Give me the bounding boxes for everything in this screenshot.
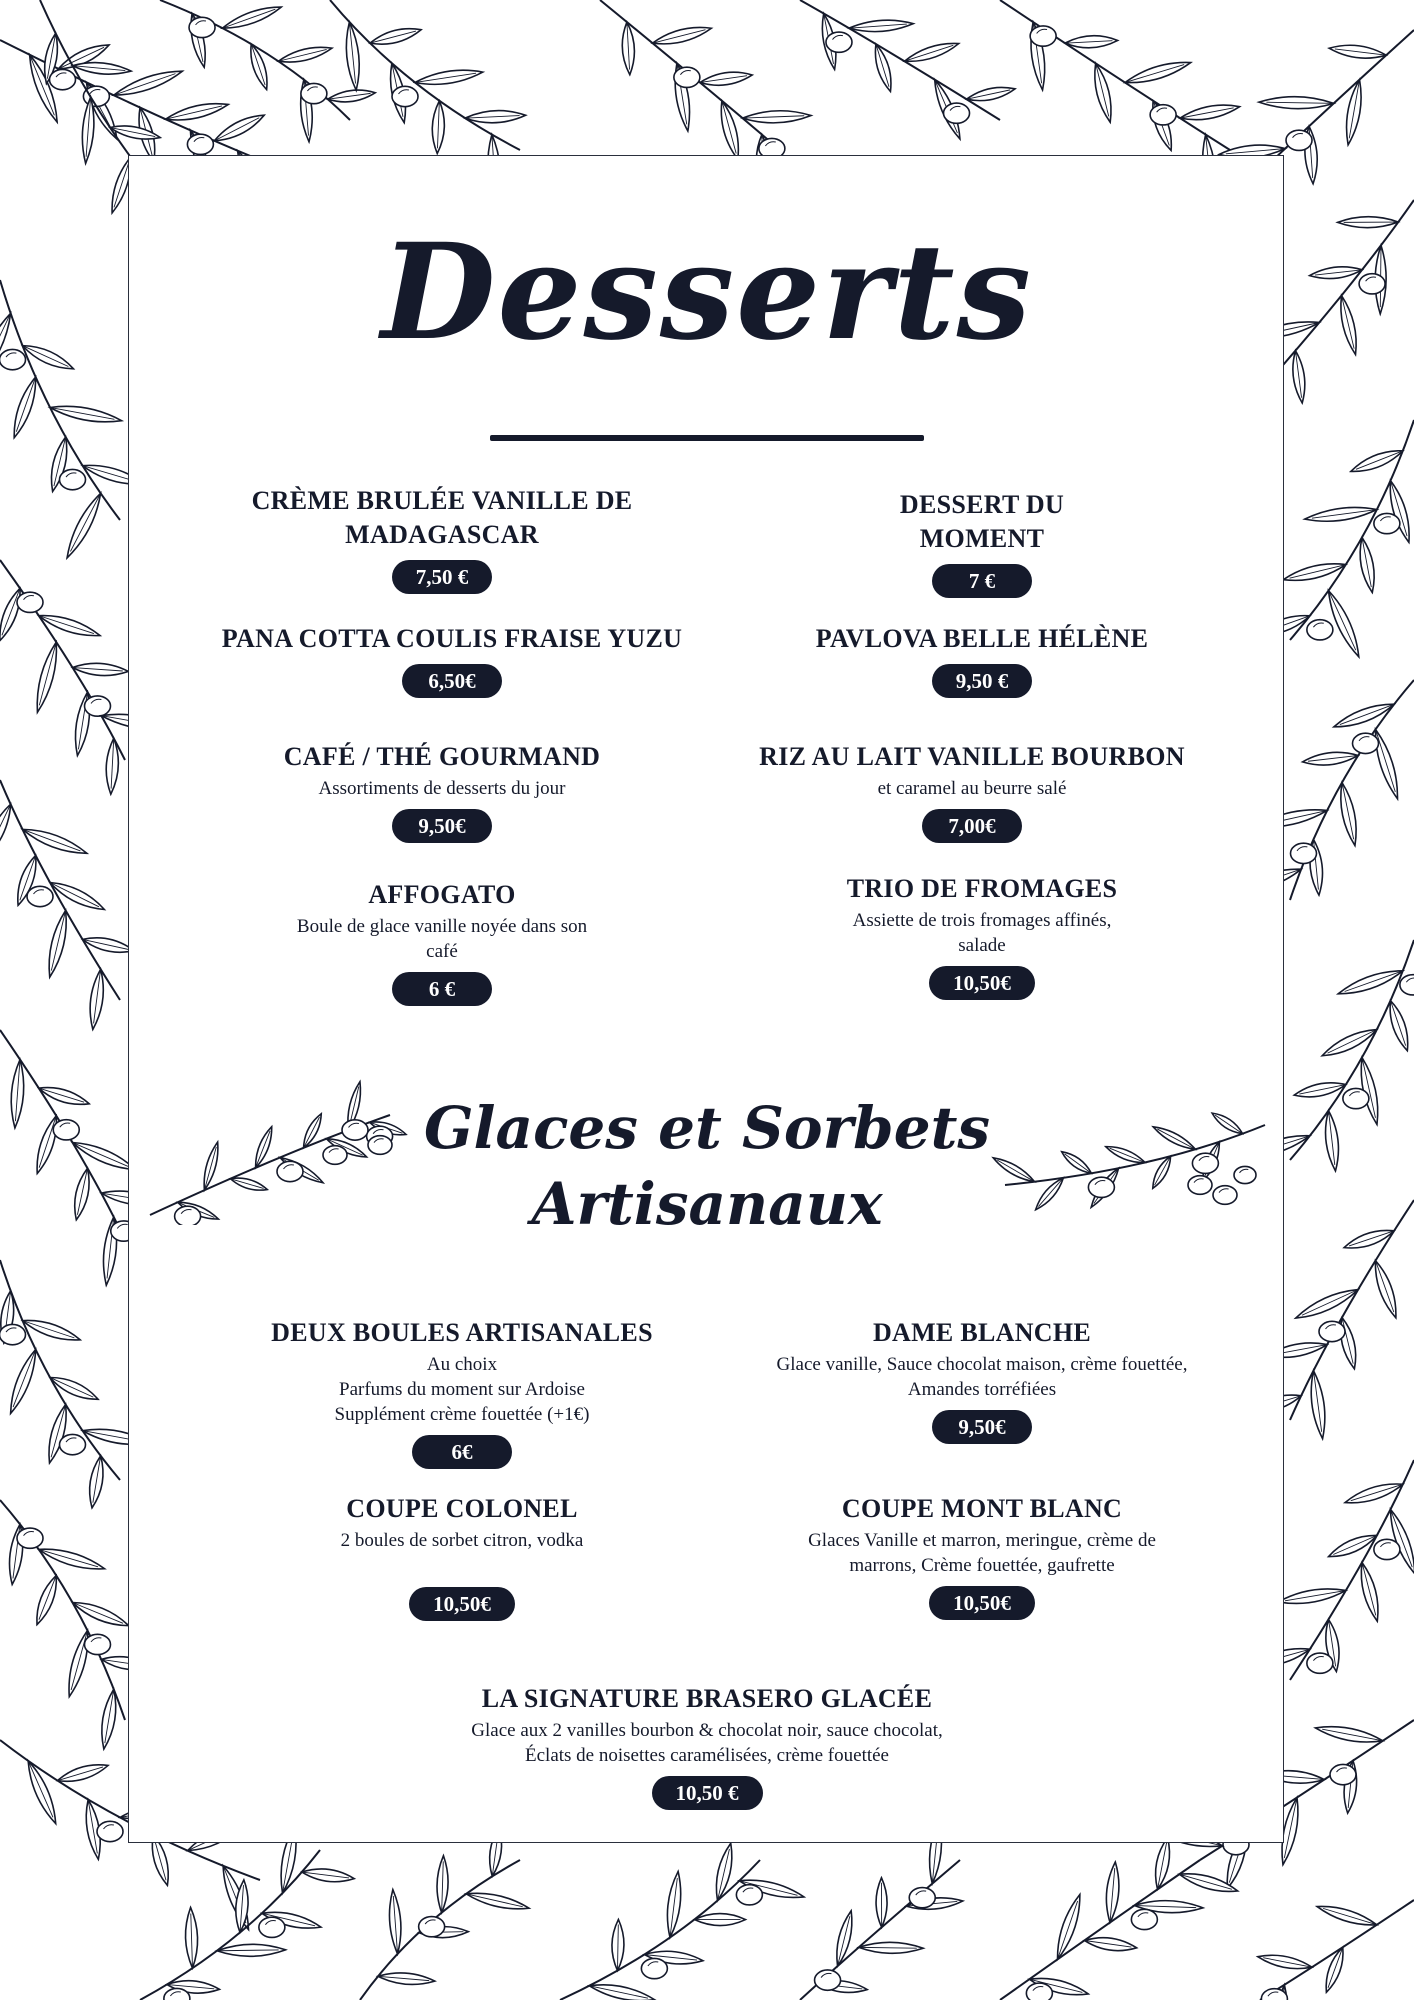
item-name: DESSERT DU MOMENT <box>899 490 1065 553</box>
price-badge: 10,50 € <box>652 1776 763 1810</box>
item-description: Assortiments de desserts du jour <box>318 778 566 799</box>
price-badge: 7 € <box>932 564 1032 598</box>
item-name: PAVLOVA BELLE HÉLÈNE <box>815 624 1149 653</box>
item-name: AFFOGATO <box>368 880 516 909</box>
item-name: COUPE COLONEL <box>346 1494 578 1523</box>
item-name: CRÈME BRULÉE VANILLE DE MADAGASCAR <box>251 486 633 549</box>
item-description: Glace vanille, Sauce chocolat maison, crème fouettée, Amandes torréfiées <box>776 1354 1188 1400</box>
menu-item <box>232 1492 692 1621</box>
price-badge: 6,50€ <box>402 664 502 698</box>
price-badge: 10,50€ <box>929 1586 1035 1620</box>
section-title <box>0 1090 1414 1242</box>
price-badge: 10,50€ <box>929 966 1035 1000</box>
item-description: et caramel au beurre salé <box>877 778 1067 799</box>
menu-item <box>742 1492 1222 1620</box>
item-description: Au choix Parfums du moment sur Ardoise Supplément crème fouettée (+1€) <box>334 1354 590 1425</box>
item-name: DEUX BOULES ARTISANALES <box>271 1318 653 1347</box>
price-badge: 7,00€ <box>922 809 1022 843</box>
section-title-line: Artisanaux <box>531 1170 883 1238</box>
menu-item <box>782 488 1182 598</box>
item-name: PANA COTTA COULIS FRAISE YUZU <box>221 624 683 653</box>
menu-item <box>357 1682 1057 1810</box>
menu-item <box>212 622 692 698</box>
item-description: 2 boules de sorbet citron, vodka <box>340 1530 584 1551</box>
menu-item <box>222 1316 702 1469</box>
menu-item <box>222 878 662 1006</box>
menu-item <box>222 484 662 594</box>
item-name: TRIO DE FROMAGES <box>846 874 1118 903</box>
page-title: Desserts <box>381 215 1033 370</box>
menu-item <box>762 622 1202 698</box>
item-description: Glaces Vanille et marron, meringue, crème de marrons, Crème fouettée, gaufrette <box>808 1530 1156 1576</box>
section-title-line: Glaces et Sorbets <box>423 1094 991 1162</box>
price-badge: 6 € <box>392 972 492 1006</box>
item-description: Assiette de trois fromages affinés, salade <box>852 910 1112 956</box>
price-badge: 9,50 € <box>932 664 1033 698</box>
price-badge: 6€ <box>412 1435 512 1469</box>
item-name: CAFÉ / THÉ GOURMAND <box>283 742 601 771</box>
price-badge: 9,50€ <box>932 1410 1032 1444</box>
item-description: Glace aux 2 vanilles bourbon & chocolat noir, sauce chocolat, Éclats de noisettes caramélisées, crème fouettée <box>471 1720 943 1766</box>
price-badge: 9,50€ <box>392 809 492 843</box>
price-badge: 7,50 € <box>392 560 493 594</box>
item-name: RIZ AU LAIT VANILLE BOURBON <box>759 742 1185 771</box>
item-name: COUPE MONT BLANC <box>841 1494 1123 1523</box>
item-name: LA SIGNATURE BRASERO GLACÉE <box>481 1684 933 1713</box>
menu-item <box>742 740 1202 843</box>
menu-item <box>222 740 662 843</box>
menu-item <box>762 872 1202 1000</box>
menu-item <box>712 1316 1252 1444</box>
title-divider <box>490 435 924 441</box>
item-name: DAME BLANCHE <box>872 1318 1092 1347</box>
price-badge: 10,50€ <box>409 1587 515 1621</box>
item-description: Boule de glace vanille noyée dans son café <box>296 916 588 962</box>
